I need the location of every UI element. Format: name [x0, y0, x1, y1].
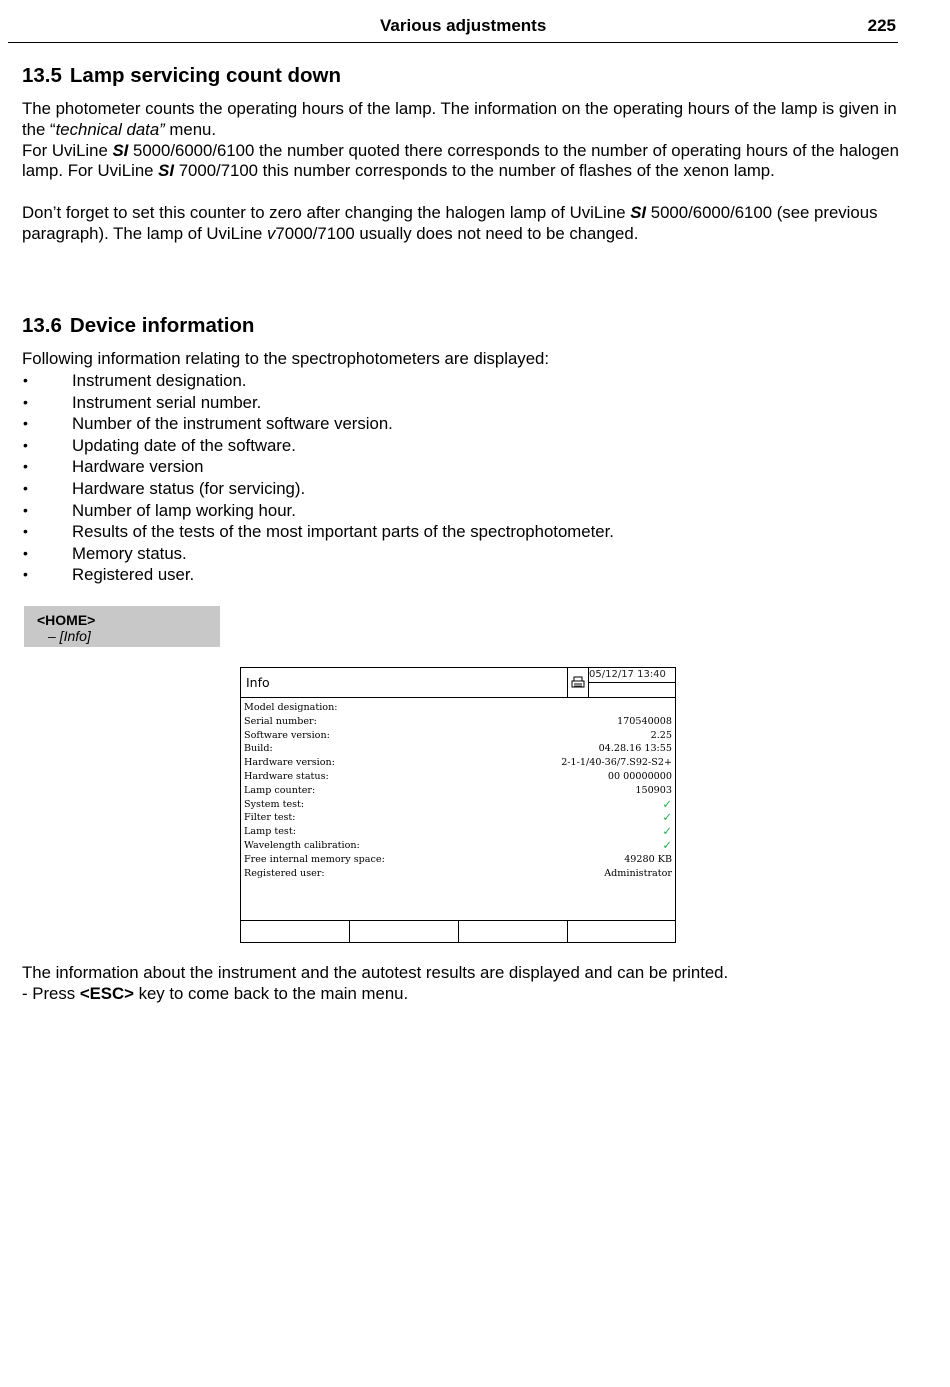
info-row: Free internal memory space: 49280 KB: [244, 853, 672, 865]
device-info-list: [22, 370, 614, 586]
text-run: key to come back to the main menu.: [133, 983, 409, 1003]
text-run: The information about the instrument and the autotest results are displayed and can be printed.: [22, 963, 729, 982]
list-item: • Number of lamp working hour.: [23, 500, 296, 520]
list-item: • Instrument designation.: [23, 371, 247, 390]
info-row: Lamp test: ✓: [244, 824, 672, 839]
list-item: • Number of the instrument software version.: [23, 414, 393, 434]
text-run: 5000/6000/6100 the number quoted there corresponds to the number of operating hours of the halogen lamp. For UviLine: [22, 140, 899, 181]
paragraph-closing: [22, 963, 902, 1005]
text-run: The photometer counts the operating hours of the lamp. The information on the operating hours of the lamp is given in the “: [22, 99, 897, 139]
page-number: 225: [867, 16, 896, 35]
softkey-3[interactable]: [459, 921, 568, 943]
check-icon: ✓: [662, 796, 672, 811]
page-header: [8, 14, 898, 43]
text-run: Don’t forget to set this counter to zero after changing the halogen lamp of UviLine: [22, 203, 631, 222]
printer-icon: [571, 676, 585, 689]
check-icon: ✓: [662, 810, 672, 825]
header-title: Various adjustments: [380, 16, 547, 35]
device-info-screen: [240, 667, 676, 943]
info-row: Hardware version: 2-1-1/40-36/7.S92-S2+: [244, 757, 672, 769]
print-button[interactable]: [567, 668, 589, 697]
info-row: Wavelength calibration: ✓: [244, 837, 672, 852]
info-row: Lamp counter: 150903: [244, 784, 672, 796]
bullet: •: [23, 523, 28, 540]
text-run: 5000/6000/6100 (see previous paragraph). The lamp of UviLine: [22, 203, 878, 243]
list-item: • Instrument serial number.: [23, 392, 262, 412]
paragraph-reset-counter: [22, 203, 902, 245]
info-row: Registered user: Administrator: [244, 867, 672, 879]
bullet: •: [23, 372, 28, 388]
section-number: 13.5: [22, 64, 62, 87]
info-row: Model designation:: [244, 702, 338, 713]
list-item: • Results of the tests of the most important parts of the spectrophotometer.: [23, 522, 614, 542]
bullet: •: [23, 393, 28, 410]
list-item: • Hardware version: [23, 457, 204, 477]
bullet: •: [23, 479, 28, 496]
menu-reference: technical data”: [55, 119, 165, 139]
softkey-1[interactable]: [241, 921, 350, 943]
screen-title: Info: [246, 675, 270, 690]
info-row: Software version: 2.25: [244, 729, 672, 741]
check-icon: ✓: [662, 824, 672, 839]
uviline-si-logo: SI: [630, 203, 647, 222]
text-run: For UviLine: [22, 140, 113, 160]
nav-info-path: – [Info]: [48, 628, 91, 644]
info-row: System test: ✓: [244, 796, 672, 811]
bullet: •: [23, 566, 28, 583]
divider: [588, 682, 675, 683]
text-run: - Press: [22, 983, 80, 1003]
info-row: Hardware status: 00 00000000: [244, 770, 672, 782]
list-item: • Hardware status (for servicing).: [23, 478, 306, 498]
nav-home-key: <HOME>: [37, 612, 96, 628]
bullet: •: [23, 501, 28, 518]
bullet: •: [23, 415, 28, 432]
uviline-si-logo: SI: [158, 161, 175, 181]
uviline-si-logo: SI: [112, 140, 129, 160]
list-item: • Updating date of the software.: [23, 435, 296, 455]
text-run: 7000/7100 usually does not need to be changed.: [275, 223, 639, 243]
softkey-4[interactable]: [568, 921, 674, 943]
section-number: 13.6: [22, 314, 62, 337]
softkey-bar: [241, 920, 675, 943]
softkey-2[interactable]: [350, 921, 459, 943]
section-heading-13-5: [22, 64, 341, 88]
text-run: menu.: [164, 119, 217, 139]
bullet: •: [23, 544, 28, 561]
paragraph-device-info-intro: Following information relating to the spectrophotometers are displayed:: [22, 349, 550, 368]
screen-title-bar: [241, 668, 675, 698]
text-run: 7000/7100 this number corresponds to the number of flashes of the xenon lamp.: [174, 161, 775, 181]
info-rows: [244, 701, 672, 880]
section-heading-13-6: [22, 314, 254, 338]
bullet: •: [23, 458, 28, 475]
paragraph-lamp-hours: [22, 99, 902, 182]
info-row: Serial number: 170540008: [244, 715, 672, 727]
list-item: • Memory status.: [23, 543, 187, 563]
list-item: • Registered user.: [23, 565, 195, 585]
uviline-v-logo: v: [267, 223, 276, 243]
screen-datetime: 05/12/17 13:40: [589, 669, 666, 680]
bullet: •: [23, 436, 28, 453]
section-title: Lamp servicing count down: [69, 64, 341, 87]
check-icon: ✓: [662, 837, 672, 852]
info-row: Filter test: ✓: [244, 810, 672, 825]
menu-path-box: [24, 606, 220, 647]
section-title: Device information: [69, 314, 255, 337]
esc-key-label: <ESC>: [79, 983, 134, 1003]
info-row: Build: 04.28.16 13:55: [244, 743, 672, 755]
